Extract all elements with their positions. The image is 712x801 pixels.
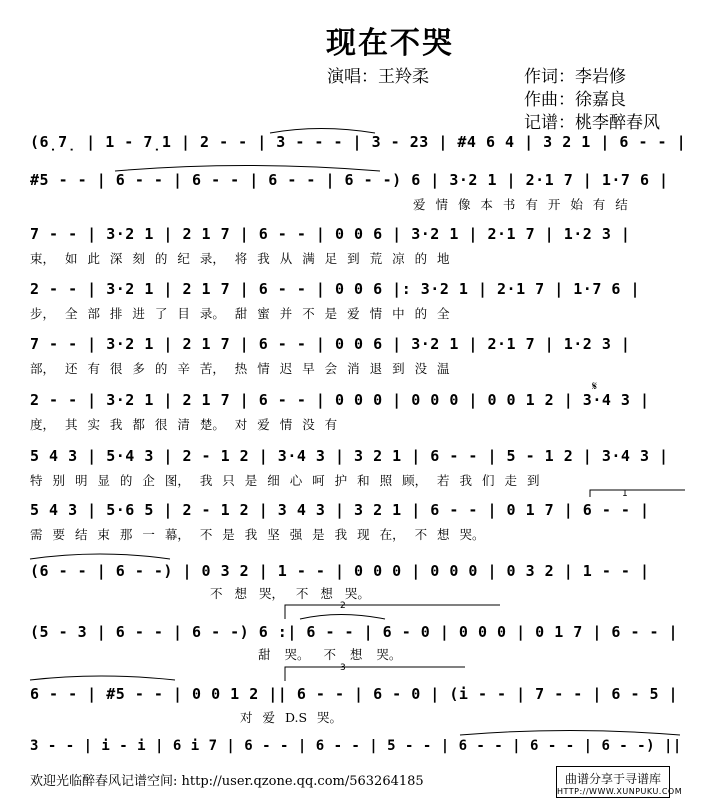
lyric-row-7: 特 别 明 显 的 企 图， 我 只 是 细 心 呵 护 和 照 顾， 若 我 们 走 到 (30, 473, 540, 488)
watermark-line-1: 曲谱分享于寻谱库 (564, 772, 661, 786)
tie-row7 (590, 490, 685, 497)
notation-row-6: 2 - - | 3·2 1 | 2 1 7 | 6 - - | 0 0 0 | 0 0 0 | 0 0 1 2 | 3·4 3 | (30, 391, 650, 409)
volta-2-bracket (285, 605, 500, 619)
lyric-row-9: 不 想 哭， 不 想 哭。 (210, 586, 370, 601)
notation-row-9: (6 - - | 6 - -) | 0 3 2 | 1 - - | 0 0 0 | 0 0 0 | 0 3 2 | 1 - - | (30, 562, 650, 580)
composer-credit: 作曲：徐嘉良 (524, 90, 626, 110)
notation-row-10: (5 - 3 | 6 - - | 6 - -) 6 :| 6 - - | 6 - 0 | 0 0 0 | 0 1 7 | 6 - - | (30, 623, 679, 641)
notation-row-8: 5 4 3 | 5·6 5 | 2 - 1 2 | 3 4 3 | 3 2 1 | 6 - - | 0 1 7 | 6 - - | (30, 501, 650, 519)
song-title: 现在不哭 (326, 26, 454, 61)
lyric-row-6: 度， 其 实 我 都 很 清 楚。 对 爱 情 没 有 (30, 417, 338, 432)
lyricist-credit: 作词：李岩修 (524, 67, 626, 87)
notation-row-2: #5 - - | 6 - - | 6 - - | 6 - - | 6 - -) 6 | 3·2 1 | 2·1 7 | 1·7 6 | (30, 171, 669, 189)
singer-credit: 演唱：王羚柔 (327, 67, 429, 87)
notation-row-7: 5 4 3 | 5·4 3 | 2 - 1 2 | 3·4 3 | 3 2 1 | 6 - - | 5 - 1 2 | 3·4 3 | (30, 447, 669, 465)
footer-watermark-box (556, 766, 683, 798)
tie-row10 (300, 615, 385, 620)
lyric-row-5: 部， 还 有 很 多 的 辛 苦， 热 情 迟 早 会 消 退 到 没 温 (30, 361, 450, 376)
volta-2-label: 2 (340, 601, 346, 611)
notation-row-1: (6̣7̣ | 1 - 7̣1 | 2 - - | 3 - - - | 3 - 23 | #4 6 4 | 3 2 1 | 6 - - | (30, 133, 687, 151)
lyric-row-3: 束， 如 此 深 刻 的 纪 录， 将 我 从 满 足 到 荒 凉 的 地 (30, 251, 450, 266)
lyric-row-10: 甜 哭。 不 想 哭。 (258, 647, 402, 662)
segno-sign: 𝄋 (592, 379, 598, 393)
lyric-row-4: 步， 全 部 排 进 了 目 录。 甜 蜜 并 不 是 爱 情 中 的 全 (30, 306, 450, 321)
notation-row-3: 7 - - | 3·2 1 | 2 1 7 | 6 - - | 0 0 6 | 3·2 1 | 2·1 7 | 1·2 3 | (30, 225, 631, 243)
volta-3-bracket (285, 667, 465, 681)
footer-site-note: 欢迎光临醉春风记谱空间: http://user.qzone.qq.com/563264185 (30, 774, 424, 789)
transcriber-credit: 记谱：桃李醉春风 (524, 113, 660, 133)
tie-row9 (30, 554, 170, 559)
tie-row11 (30, 676, 175, 680)
notation-row-11: 6 - - | #5 - - | 0 0 1 2 || 6 - - | 6 - 0 | (i - - | 7 - - | 6 - 5 | (30, 685, 679, 703)
lyric-row-11: 对 爱 D.S 哭。 (240, 710, 343, 725)
watermark-line-2: HTTP://WWW.XUNPUKU.COM (557, 787, 683, 796)
volta-3-label: 3 (340, 663, 346, 673)
tie-row12 (460, 731, 680, 736)
lyric-row-2: 爱 情 像 本 书 有 开 始 有 结 (413, 197, 628, 212)
lyric-row-8: 需 要 结 束 那 一 幕， 不 是 我 坚 强 是 我 现 在， 不 想 哭。 (30, 527, 485, 542)
notation-row-12: 3 - - | i - i | 6 i 7 | 6 - - | 6 - - | 5 - - | 6 - - | 6 - - | 6 - -) || (30, 738, 682, 754)
notation-row-5: 7 - - | 3·2 1 | 2 1 7 | 6 - - | 0 0 6 | 3·2 1 | 2·1 7 | 1·2 3 | (30, 335, 631, 353)
volta-1-label: 1 (622, 489, 628, 499)
notation-row-4: 2 - - | 3·2 1 | 2 1 7 | 6 - - | 0 0 6 |: 3·2 1 | 2·1 7 | 1·7 6 | (30, 280, 640, 298)
